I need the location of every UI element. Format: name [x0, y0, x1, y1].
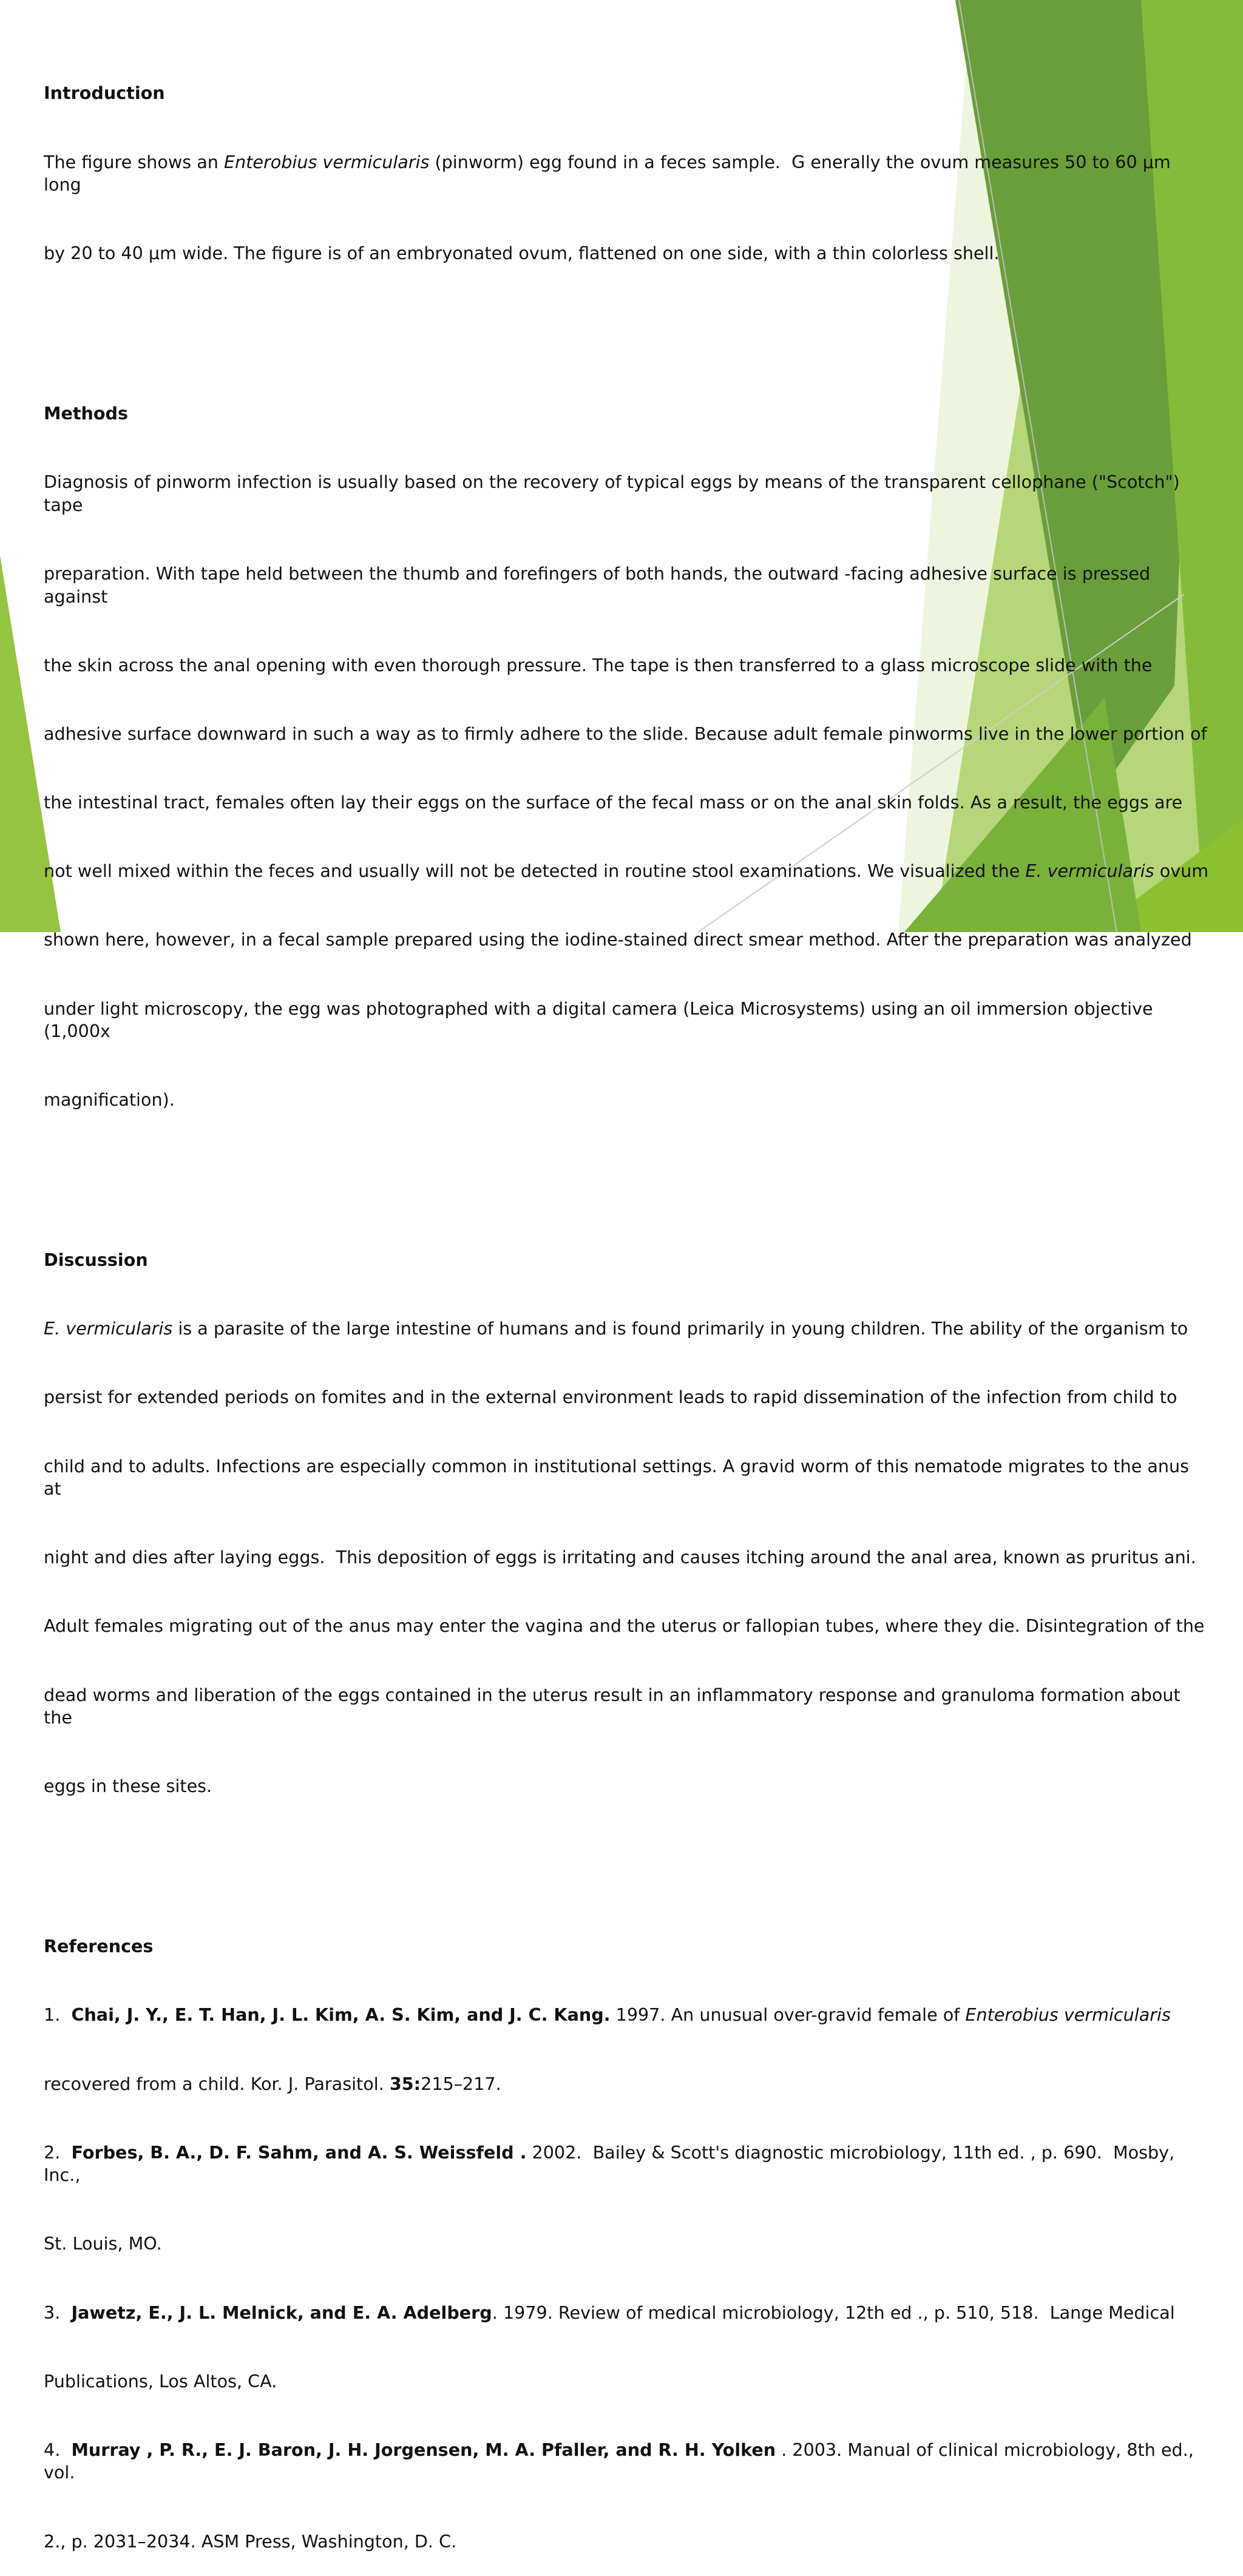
species-name: Enterobius vermicularis [223, 151, 430, 172]
intro-text: (pinworm) egg found in a feces sample. G enerally the ovum measures 50 to 60 µm long [44, 151, 1176, 195]
reference-3-line-1 [44, 2302, 1209, 2325]
discussion-line-6: dead worms and liberation of the eggs contained in the uterus result in an inflammatory response and granuloma formation about the [44, 1684, 1186, 1728]
discussion-heading: Discussion [44, 1249, 148, 1271]
species-name: E. vermicularis [44, 1318, 173, 1339]
reference-3-line-2: Publications, Los Altos, CA. [44, 2370, 277, 2392]
discussion-line-3: child and to adults. Infections are especially common in institutional settings. A gravid worm of this nematode migrates to the anus at [44, 1455, 1195, 1499]
methods-line-4: adhesive surface downward in such a way as to firmly adhere to the slide. Because adult female pinworms live in the lower portion of [44, 723, 1207, 745]
methods-line-2: preparation. With tape held between the thumb and forefingers of both hands, the outward -facing adhesive surface is pressed against [44, 563, 1156, 607]
reference-4-line-2: 2., p. 2031–2034. ASM Press, Washington, D. C. [44, 2530, 457, 2552]
reference-text: recovered from a child. Kor. J. Parasitol. [44, 2073, 390, 2094]
methods-text: not well mixed within the feces and usually will not be detected in routine stool examinations. We visualized the [44, 860, 1026, 882]
reference-1-line-1 [44, 2004, 1209, 2027]
discussion-line-2: persist for extended periods on fomites and in the external environment leads to rapid dissemination of the infection from child to [44, 1387, 1177, 1408]
reference-1-line-2 [44, 2073, 1209, 2096]
intro-line-2: by 20 to 40 µm wide. The figure is of an embryonated ovum, flattened on one side, with a thin colorless shell. [44, 243, 1000, 264]
reference-pages: 215–217. [421, 2073, 501, 2094]
discussion-line-4: night and dies after laying eggs. This deposition of eggs is irritating and causes itching around the anal area, known as pruritus ani. [44, 1547, 1196, 1568]
intro-heading: Introduction [44, 83, 165, 104]
reference-authors: Forbes, B. A., D. F. Sahm, and A. S. Weissfeld . [71, 2142, 527, 2163]
reference-text: . 2003. Manual of clinical microbiology, 8th ed., vol. [44, 2439, 1199, 2483]
methods-line-3: the skin across the anal opening with even thorough pressure. The tape is then transferred to a glass microscope slide with the [44, 654, 1153, 675]
reference-volume: 35: [389, 2073, 421, 2094]
methods-heading: Methods [44, 403, 129, 424]
methods-line-6 [44, 860, 1209, 883]
spacer [44, 311, 1209, 334]
reference-2-line-2: St. Louis, MO. [44, 2233, 162, 2254]
spacer [44, 1157, 1209, 1180]
spacer [44, 1844, 1209, 1867]
reference-number: 2. [44, 2142, 72, 2163]
reference-text: 1997. An unusual over-gravid female of [610, 2004, 966, 2026]
reference-authors: Jawetz, E., J. L. Melnick, and E. A. Adelberg [71, 2302, 492, 2323]
reference-text: 2002. Bailey & Scott's diagnostic microbiology, 11th ed. , p. 690. Mosby, Inc., [44, 2142, 1180, 2186]
methods-line-8: under light microscopy, the egg was photographed with a digital camera (Leica Microsystems) using an oil immersion objective (1,000x [44, 998, 1159, 1042]
reference-text: . 1979. Review of medical microbiology, 12th ed ., p. 510, 518. Lange Medical [492, 2302, 1175, 2323]
references-heading: References [44, 1936, 154, 1957]
reference-4-line-1 [44, 2439, 1209, 2484]
reference-number: 3. [44, 2302, 72, 2323]
reference-authors: Chai, J. Y., E. T. Han, J. L. Kim, A. S. Kim, and J. C. Kang. [71, 2004, 611, 2026]
reference-authors: Murray , P. R., E. J. Baron, J. H. Jorgensen, M. A. Pfaller, and R. H. Yolken [71, 2439, 776, 2460]
methods-line-9: magnification). [44, 1089, 175, 1111]
intro-line-1 [44, 151, 1209, 197]
methods-text: ovum [1154, 860, 1209, 882]
reference-number: 1. [44, 2004, 72, 2026]
reference-number: 4. [44, 2439, 72, 2460]
intro-text: The figure shows an [44, 151, 224, 172]
discussion-line-5: Adult females migrating out of the anus may enter the vagina and the uterus or fallopian tubes, where they die. Disintegration of the [44, 1615, 1205, 1637]
methods-line-5: the intestinal tract, females often lay their eggs on the surface of the fecal mass or on the anal skin folds. As a result, the eggs are [44, 792, 1183, 813]
discussion-line-1 [44, 1317, 1209, 1340]
reference-2-line-1 [44, 2142, 1209, 2187]
species-name: E. vermicularis [1025, 860, 1154, 882]
document-body [44, 36, 1209, 2576]
species-name: Enterobius vermicularis [965, 2004, 1171, 2026]
methods-line-1: Diagnosis of pinworm infection is usually based on the recovery of typical eggs by means of the transparent cellophane ("Scotch") tape [44, 472, 1185, 516]
methods-line-7: shown here, however, in a fecal sample prepared using the iodine-stained direct smear method. After the preparation was analyzed [44, 929, 1192, 950]
discussion-text: is a parasite of the large intestine of humans and is found primarily in young children. The ability of the organism to [172, 1318, 1188, 1339]
discussion-line-7: eggs in these sites. [44, 1776, 212, 1797]
